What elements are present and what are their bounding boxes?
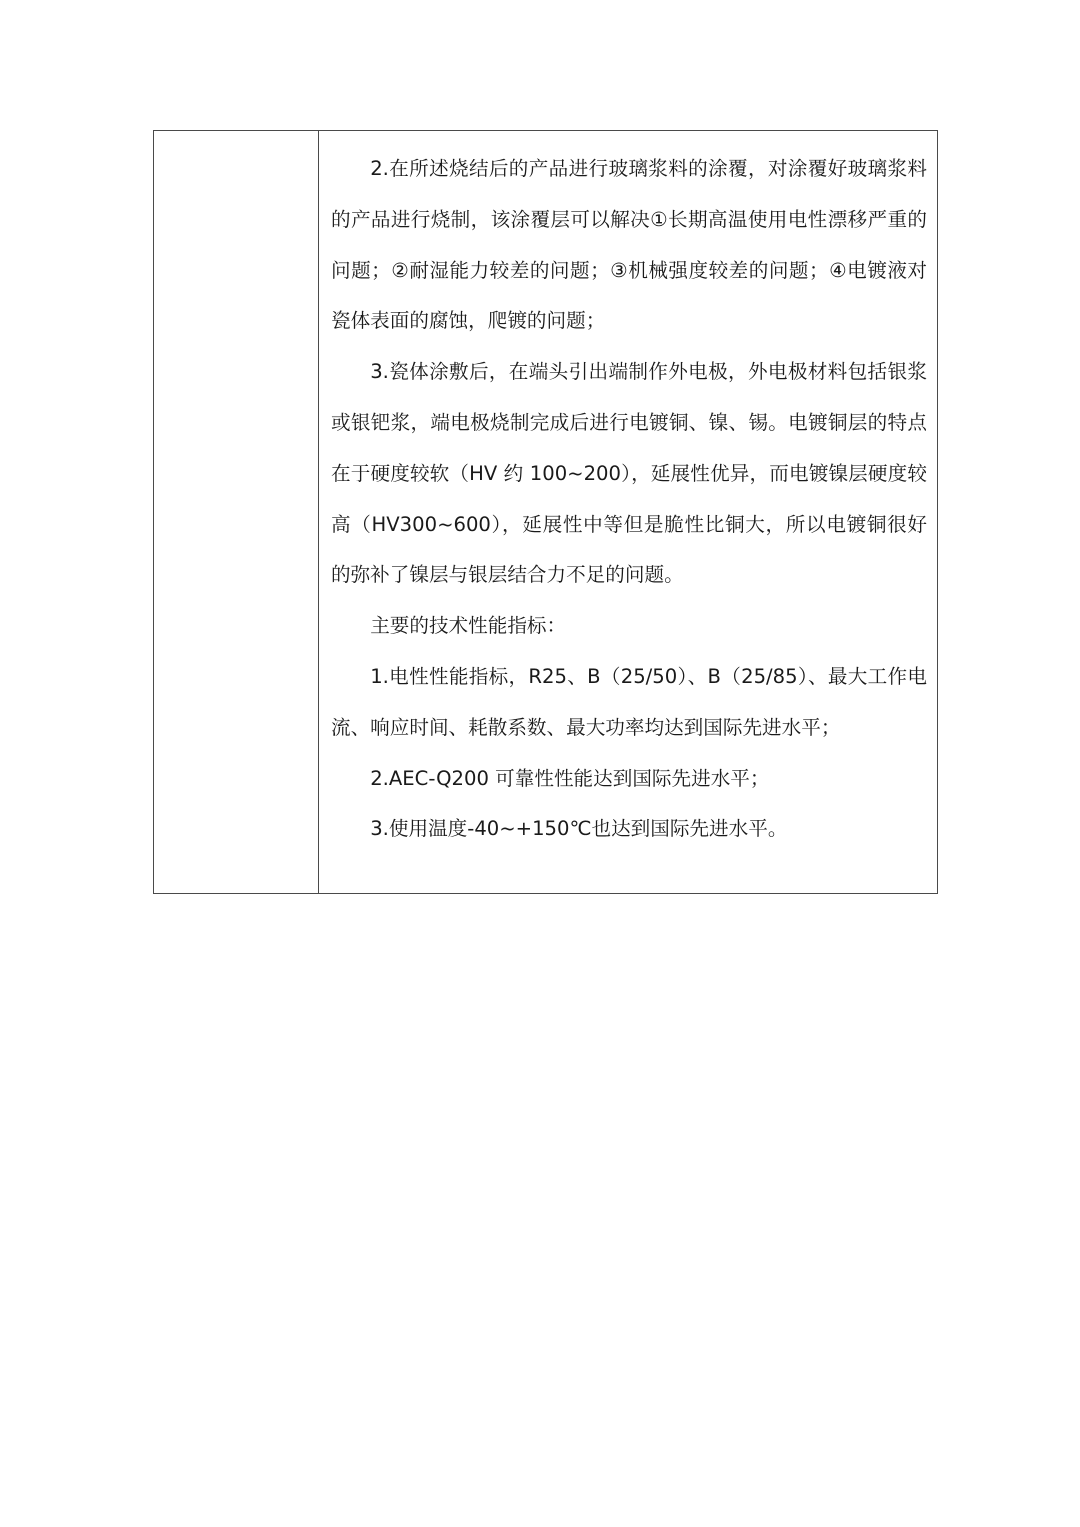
paragraph-electrical-spec: 1.电性性能指标，R25、B（25/50）、B（25/85）、最大工作电流、响应时间、耗散系数、最大功率均达到国际先进水平； <box>331 664 927 739</box>
paragraph-glass-coating: 2.在所述烧结后的产品进行玻璃浆料的涂覆，对涂覆好玻璃浆料的产品进行烧制，该涂覆层可以解决①长期高温使用电性漂移严重的问题；②耐湿能力较差的问题；③机械强度较差的问题；④电镀液对瓷体表面的腐蚀，爬镀的问题； <box>331 157 927 333</box>
table-left-cell <box>154 131 319 893</box>
table-right-cell <box>319 131 937 893</box>
paragraph-electrode-plating: 3.瓷体涂敷后，在端头引出端制作外电极，外电极材料包括银浆或银钯浆，端电极烧制完成后进行电镀铜、镍、锡。电镀铜层的特点在于硬度较软（HV 约 100~200），延展性优异，而电镀镍层硬度较高（HV300~600），延展性中等但是脆性比铜大，所以电镀铜很好的弥补了镍层与银层结合力不足的问题。 <box>331 360 927 587</box>
paragraph-spec-heading: 主要的技术性能指标： <box>370 614 567 638</box>
paragraph-temperature-spec: 3.使用温度-40~+150℃也达到国际先进水平。 <box>370 817 788 841</box>
content-table <box>153 130 938 894</box>
paragraph-reliability-spec: 2.AEC-Q200 可靠性性能达到国际先进水平； <box>370 766 770 790</box>
